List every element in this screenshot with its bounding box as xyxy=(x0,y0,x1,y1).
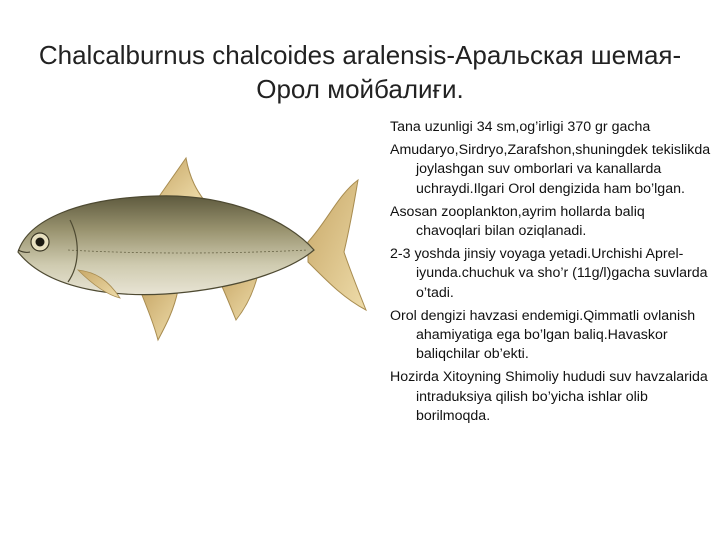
description-paragraph: 2-3 yoshda jinsiy voyaga yetadi.Urchishi Aprel-iyunda.chuchuk va sho’r (11g/l)gacha suvlarda o’tadi. xyxy=(390,246,708,301)
description-paragraph: Tana uzunligi 34 sm,og’irligi 370 gr gacha xyxy=(390,119,651,135)
description-paragraph: Asosan zooplankton,ayrim hollarda baliq chavoqlari bilan oziqlanadi. xyxy=(390,203,645,240)
title-line-1: Chalcalburnus chalcoides aralensis-Аральская шемая- xyxy=(38,40,682,70)
title-line-2: Орол мойбалиғи. xyxy=(256,74,464,104)
description-paragraph: Amudaryo,Sirdryo,Zarafshon,shuningdek tekislikda joylashgan suv omborlari va kanallarda uchraydi.Ilgari Orol dengizida ham bo’lgan. xyxy=(390,142,711,197)
description-paragraph: Hozirda Xitoyning Shimoliy hududi suv havzalarida intraduksiya qilish bo’yicha ishlar olib borilmoqda. xyxy=(390,369,708,424)
description-text xyxy=(390,118,712,430)
slide-title xyxy=(0,38,720,106)
fish-illustration-icon xyxy=(8,150,378,370)
description-paragraph: Orol dengizi havzasi endemigi.Qimmatli ovlanish ahamiyatiga ega bo’lgan baliq.Havaskor baliqchilar ob’ekti. xyxy=(390,307,696,363)
